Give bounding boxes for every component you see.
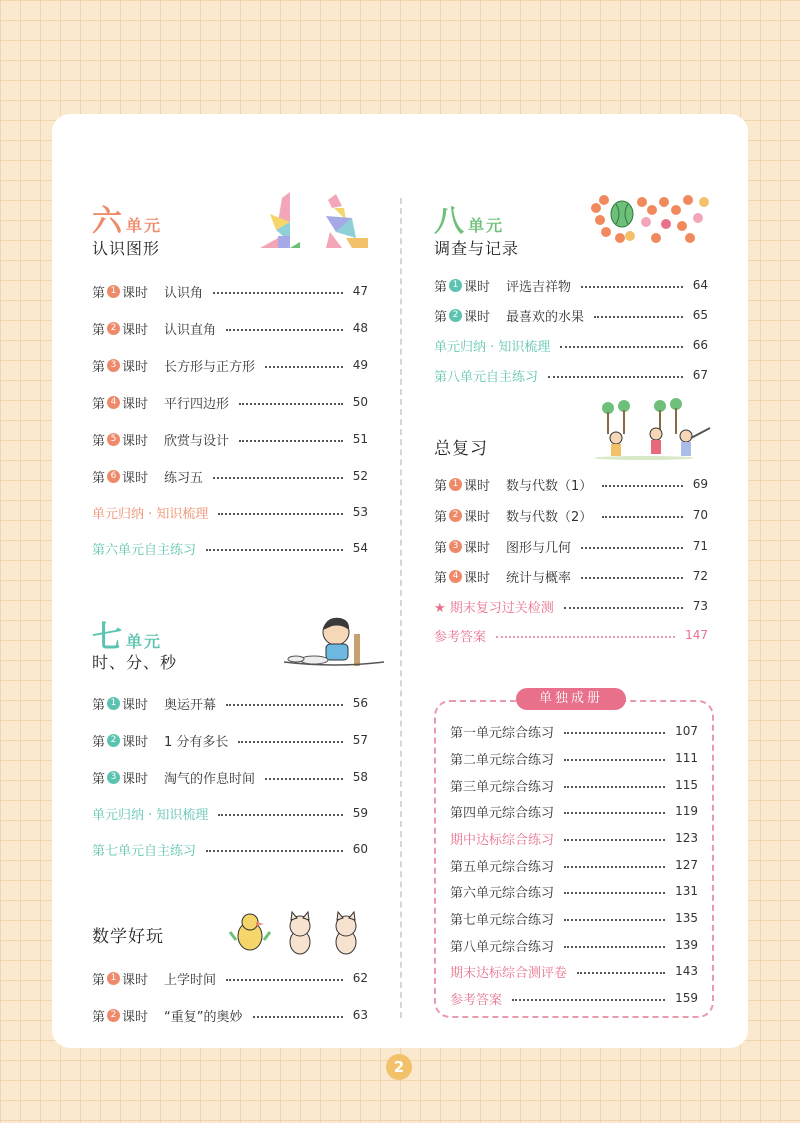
page-ref: 135 [675,911,698,925]
lesson-prefix: 第 [92,322,106,338]
lesson-title: 练习五 [164,470,204,486]
lesson-prefix: 第 [434,540,448,556]
general-row-4[interactable] [434,566,708,586]
leader-dots [238,741,342,743]
lesson-title: 欣赏与设计 [164,433,230,449]
boy-eating-illustration [284,612,384,674]
unit6-practice-row[interactable] [92,538,368,558]
page-ref: 48 [352,321,368,335]
page-ref: 115 [675,778,698,792]
leader-dots [564,839,665,841]
leader-dots [577,972,665,974]
unit8-title: 调查与记录 [434,239,520,258]
lesson-number-badge: 2 [107,734,120,747]
tree-planting-illustration [594,398,714,460]
lesson-title: 上学时间 [164,972,217,988]
leader-dots [206,549,343,551]
leader-dots [581,547,683,549]
lesson-suffix: 课时 [122,771,149,787]
unit6-row-6[interactable] [92,466,368,486]
page-ref: 63 [352,1008,368,1022]
leader-dots [564,812,665,814]
leader-dots [564,946,665,948]
unit6-word: 单元 [126,216,163,235]
lesson-suffix: 课时 [122,697,149,713]
page-ref: 51 [352,432,368,446]
general-row-2[interactable] [434,505,708,525]
lesson-prefix: 第 [92,396,106,412]
lesson-suffix: 课时 [122,322,149,338]
lesson-suffix: 课时 [464,309,491,325]
lesson-title: 认识角 [164,285,204,301]
unit8-word: 单元 [468,216,505,235]
lesson-title: 评选吉祥物 [506,279,572,295]
booklet-item-3[interactable] [450,775,698,795]
unit7-title: 时、分、秒 [92,653,178,672]
fruits-illustration [586,188,716,250]
leader-dots [218,513,342,515]
booklet-item-title: 第五单元综合练习 [450,859,555,875]
unit7-practice-row[interactable] [92,839,368,859]
unit6-row-3[interactable] [92,355,368,375]
booklet-item-title: 第四单元综合练习 [450,805,555,821]
page-ref: 60 [352,842,368,856]
lesson-prefix: 第 [92,734,106,750]
lesson-title: 奥运开幕 [164,697,217,713]
page-ref: 66 [692,338,708,352]
leader-dots [564,919,665,921]
lesson-suffix: 课时 [122,470,149,486]
separate-booklet-label: 单独成册 [516,688,626,710]
lesson-number-badge: 3 [449,540,462,553]
review-title: 单元归纳 · 知识梳理 [92,506,209,522]
leader-dots [564,786,665,788]
page-ref: 147 [685,628,708,642]
fun-math-title: 数学好玩 [92,927,164,947]
page-ref: 73 [692,599,708,613]
unit8-review-row[interactable] [434,335,708,355]
page-number: 2 [386,1054,412,1080]
unit6-review-row[interactable] [92,502,368,522]
page-ref: 111 [675,751,698,765]
booklet-item-title: 期末达标综合测评卷 [450,965,568,981]
lesson-suffix: 课时 [464,279,491,295]
booklet-item-10[interactable] [450,961,698,981]
lesson-suffix: 课时 [122,433,149,449]
booklet-item-title: 参考答案 [450,992,503,1008]
page-ref: 64 [692,278,708,292]
leader-dots [564,892,665,894]
leader-dots [239,403,343,405]
lesson-suffix: 课时 [464,570,491,586]
column-divider [400,198,402,1018]
page-ref: 127 [675,858,698,872]
lesson-number-badge: 2 [107,1009,120,1022]
page-ref: 71 [692,539,708,553]
lesson-number-badge: 1 [449,279,462,292]
page-ref: 49 [352,358,368,372]
leader-dots [564,607,683,609]
lesson-title: 认识直角 [164,322,217,338]
lesson-number-badge: 6 [107,470,120,483]
leader-dots [206,850,343,852]
leader-dots [226,329,343,331]
booklet-item-8[interactable] [450,908,698,928]
lesson-prefix: 第 [92,470,106,486]
unit6-heading [92,196,162,240]
lesson-title: 最喜欢的水果 [506,309,585,325]
lesson-number-badge: 5 [107,433,120,446]
leader-dots [560,346,682,348]
leader-dots [564,732,665,734]
lesson-suffix: 课时 [464,509,491,525]
unit8-row-1[interactable] [434,275,708,295]
booklet-item-title: 第七单元综合练习 [450,912,555,928]
booklet-item-11[interactable] [450,988,698,1008]
leader-dots [218,814,342,816]
lesson-title: 平行四边形 [164,396,230,412]
lesson-prefix: 第 [92,359,106,375]
fun-row-1[interactable] [92,968,368,988]
booklet-item-title: 期中达标综合练习 [450,832,555,848]
unit7-word: 单元 [126,632,163,651]
page-ref: 107 [675,724,698,738]
leader-dots [602,516,682,518]
page-ref: 119 [675,804,698,818]
lesson-prefix: 第 [434,478,448,494]
booklet-item-7[interactable] [450,881,698,901]
lesson-prefix: 第 [92,285,106,301]
lesson-suffix: 课时 [122,972,149,988]
page-ref: 50 [352,395,368,409]
page-ref: 143 [675,964,698,978]
lesson-suffix: 课时 [122,396,149,412]
unit7-row-2[interactable] [92,730,368,750]
practice-title: 第六单元自主练习 [92,542,197,558]
page-ref: 139 [675,938,698,952]
lesson-suffix: 课时 [122,359,149,375]
review-title: 单元归纳 · 知识梳理 [92,807,209,823]
lesson-prefix: 第 [434,509,448,525]
page-ref: 56 [352,696,368,710]
lesson-prefix: 第 [434,279,448,295]
lesson-prefix: 第 [434,309,448,325]
unit6-row-1[interactable] [92,281,368,301]
lesson-suffix: 课时 [464,540,491,556]
lesson-number-badge: 1 [107,285,120,298]
review-title: 单元归纳 · 知识梳理 [434,339,551,355]
lesson-title: 图形与几何 [506,540,572,556]
answers-title: 参考答案 [434,629,487,645]
page-ref: 72 [692,569,708,583]
page-ref: 159 [675,991,698,1005]
booklet-item-1[interactable] [450,721,698,741]
page-ref: 70 [692,508,708,522]
unit7-row-1[interactable] [92,693,368,713]
leader-dots [226,979,343,981]
lesson-title: “重复”的奥妙 [164,1009,243,1025]
leader-dots [213,477,343,479]
booklet-item-5[interactable] [450,828,698,848]
lesson-title: 长方形与正方形 [164,359,256,375]
booklet-item-4[interactable] [450,801,698,821]
booklet-item-title: 第六单元综合练习 [450,885,555,901]
booklet-item-title: 第八单元综合练习 [450,939,555,955]
final-check-title: ★ 期末复习过关检测 [434,600,554,616]
leader-dots [226,704,343,706]
lesson-title: 1 分有多长 [164,734,229,750]
practice-title: 第七单元自主练习 [92,843,197,859]
unit7-number: 七 [92,621,122,654]
lesson-number-badge: 3 [107,359,120,372]
lesson-number-badge: 4 [107,396,120,409]
lesson-prefix: 第 [92,697,106,713]
lesson-number-badge: 2 [449,309,462,322]
page-ref: 54 [352,541,368,555]
lesson-suffix: 课时 [464,478,491,494]
leader-dots [564,866,665,868]
lesson-suffix: 课时 [122,1009,149,1025]
leader-dots [253,1016,343,1018]
unit8-heading [434,196,504,240]
lesson-prefix: 第 [92,1009,106,1025]
leader-dots [496,636,675,638]
answers-row[interactable] [434,625,708,645]
fun-row-2[interactable] [92,1005,368,1025]
unit6-number: 六 [92,205,122,238]
lesson-prefix: 第 [92,771,106,787]
unit6-row-4[interactable] [92,392,368,412]
leader-dots [512,999,665,1001]
animals-illustration [228,910,374,960]
page-ref: 67 [692,368,708,382]
leader-dots [265,366,343,368]
leader-dots [548,376,683,378]
page-ref: 123 [675,831,698,845]
leader-dots [213,292,343,294]
page-ref: 69 [692,477,708,491]
lesson-number-badge: 1 [449,478,462,491]
booklet-item-title: 第三单元综合练习 [450,779,555,795]
lesson-suffix: 课时 [122,734,149,750]
general-review-title: 总复习 [434,439,488,459]
general-row-3[interactable] [434,536,708,556]
lesson-title: 淘气的作息时间 [164,771,256,787]
unit8-number: 八 [434,205,464,238]
booklet-item-title: 第二单元综合练习 [450,752,555,768]
lesson-number-badge: 1 [107,972,120,985]
page-ref: 57 [352,733,368,747]
booklet-item-6[interactable] [450,855,698,875]
lesson-prefix: 第 [92,972,106,988]
page-ref: 58 [352,770,368,784]
unit7-row-3[interactable] [92,767,368,787]
page-ref: 59 [352,806,368,820]
practice-title: 第八单元自主练习 [434,369,539,385]
leader-dots [581,577,683,579]
lesson-number-badge: 4 [449,570,462,583]
leader-dots [581,286,683,288]
lesson-title: 数与代数（1） [506,478,593,494]
page-ref: 131 [675,884,698,898]
lesson-title: 统计与概率 [506,570,572,586]
unit8-row-2[interactable] [434,305,708,325]
lesson-number-badge: 2 [449,509,462,522]
lesson-number-badge: 2 [107,322,120,335]
lesson-number-badge: 3 [107,771,120,784]
final-check-row[interactable] [434,596,708,616]
booklet-item-9[interactable] [450,935,698,955]
unit6-title: 认识图形 [92,239,161,258]
unit6-row-5[interactable] [92,429,368,449]
lesson-suffix: 课时 [122,285,149,301]
leader-dots [239,440,343,442]
general-row-1[interactable] [434,474,708,494]
unit8-practice-row[interactable] [434,365,708,385]
leader-dots [602,485,682,487]
page-ref: 47 [352,284,368,298]
leader-dots [265,778,343,780]
lesson-prefix: 第 [434,570,448,586]
unit6-row-2[interactable] [92,318,368,338]
booklet-item-title: 第一单元综合练习 [450,725,555,741]
tangram-illustration [256,192,376,252]
unit7-review-row[interactable] [92,803,368,823]
booklet-item-2[interactable] [450,748,698,768]
page-ref: 65 [692,308,708,322]
page-ref: 62 [352,971,368,985]
leader-dots [564,759,665,761]
page-ref: 52 [352,469,368,483]
page-ref: 53 [352,505,368,519]
lesson-number-badge: 1 [107,697,120,710]
lesson-prefix: 第 [92,433,106,449]
lesson-title: 数与代数（2） [506,509,593,525]
leader-dots [594,316,683,318]
